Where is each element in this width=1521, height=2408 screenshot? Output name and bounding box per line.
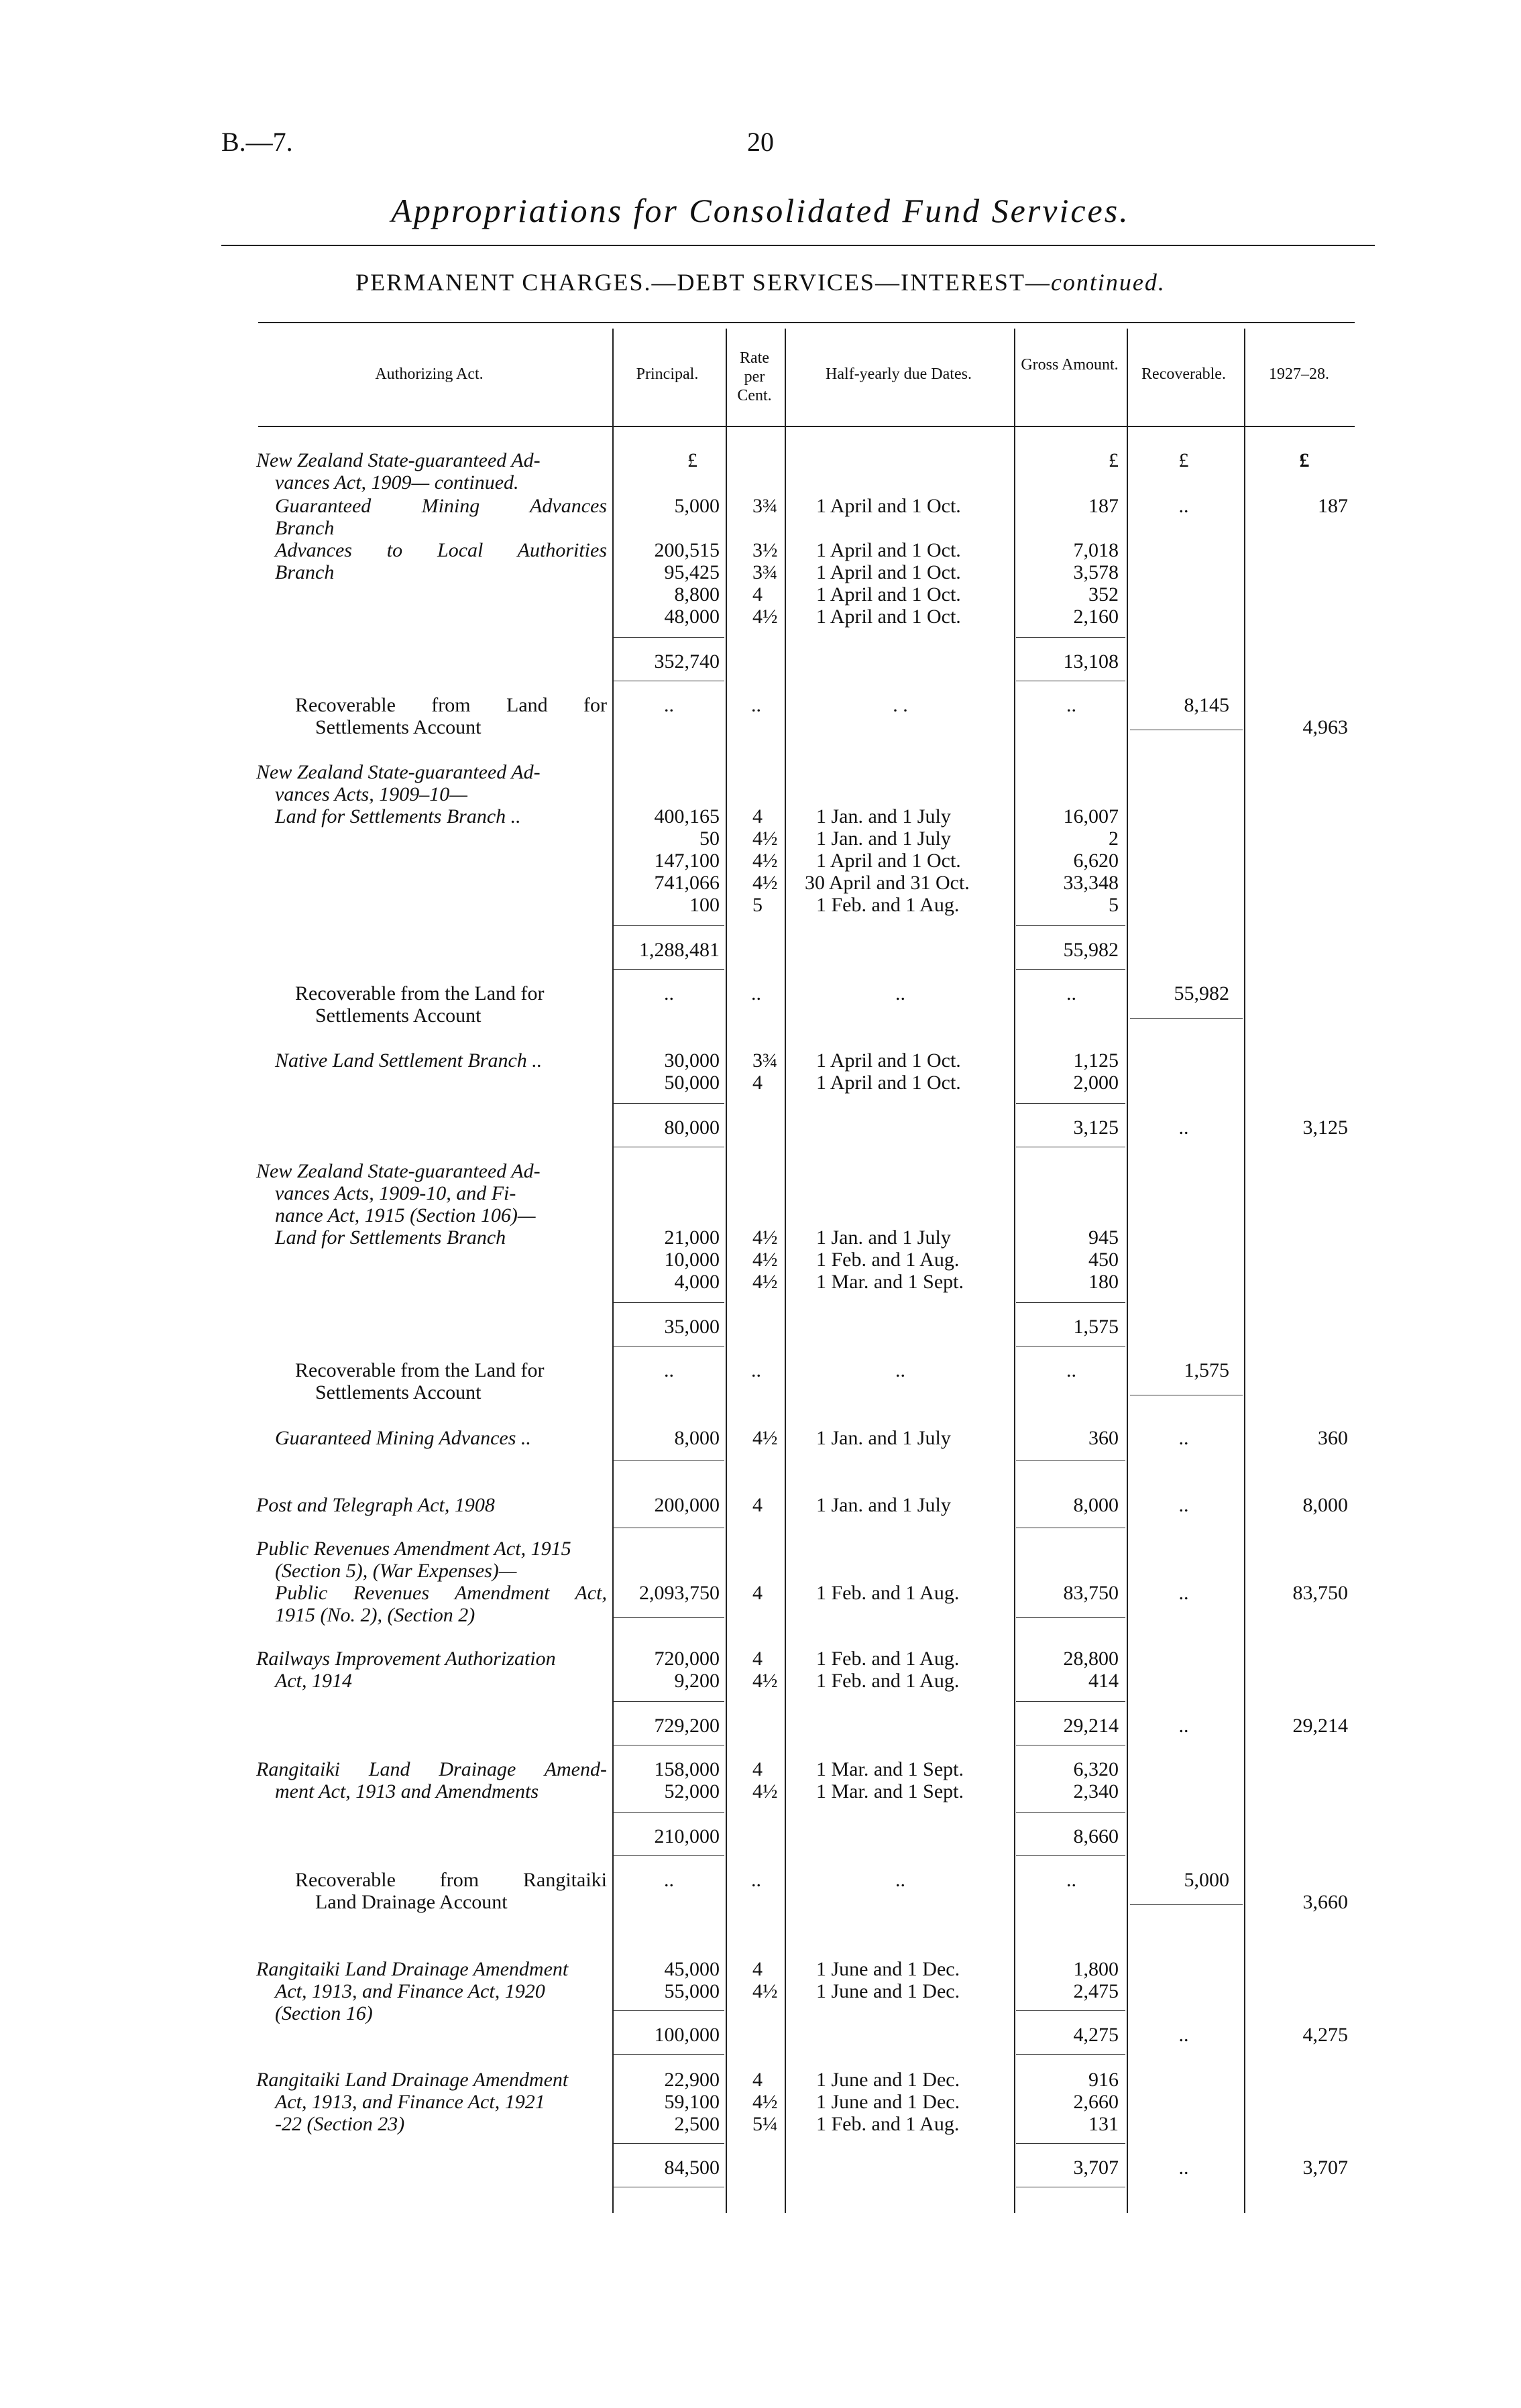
col-header-recoverable: Recoverable.: [1141, 365, 1226, 383]
rate-value: 3¾: [752, 495, 778, 517]
total-principal: 80,000: [664, 1116, 720, 1139]
due-dates: 1 Feb. and 1 Aug.: [816, 894, 960, 916]
col-header-act: Authorizing Act.: [375, 365, 484, 383]
branch-label: Branch: [275, 517, 335, 539]
rate-value: 4: [752, 2069, 763, 2091]
gross-value: 2,160: [1073, 606, 1119, 628]
gross-value: 1,800: [1073, 1958, 1119, 1980]
recoverable-label: Land Drainage Account: [315, 1891, 508, 1913]
rate-value: 4½: [752, 850, 778, 872]
subtotal-rule: [614, 1103, 724, 1104]
unit-principal: £: [687, 449, 697, 471]
subtotal-rule: [1016, 2010, 1125, 2011]
dots: ..: [895, 1869, 905, 1891]
total-principal: 100,000: [654, 2024, 720, 2046]
subtotal-rule: [614, 637, 724, 638]
rate-value: 4½: [752, 2091, 778, 2113]
recoverable-value: ..: [1178, 495, 1189, 517]
due-dates: 1 Jan. and 1 July: [816, 827, 951, 850]
net-amount: 3,125: [1302, 1116, 1348, 1139]
col-divider: [1014, 329, 1015, 2213]
recoverable-value: ..: [1178, 2024, 1189, 2046]
principal-value: 95,425: [664, 561, 720, 583]
total-principal: 210,000: [654, 1825, 720, 1847]
subtotal-rule: [1016, 637, 1125, 638]
net-amount: 4,275: [1302, 2024, 1348, 2046]
rate-value: 5¼: [752, 2113, 778, 2135]
total-gross: 13,108: [1063, 650, 1119, 673]
recoverable-label: Recoverable from the Land for: [295, 982, 545, 1005]
recoverable-value: ..: [1178, 2157, 1189, 2179]
act-title: New Zealand State-guaranteed Ad-: [256, 449, 541, 471]
recoverable-amount: 8,145: [1184, 694, 1229, 716]
gross-value: 916: [1088, 2069, 1119, 2091]
act-title: Rangitaiki Land Drainage Amendment: [256, 2069, 569, 2091]
subtotal-rule: [1016, 1855, 1125, 1856]
rate-value: 4: [752, 1958, 763, 1980]
act-title: vances Acts, 1909–10—: [275, 783, 467, 805]
gross-value: 1,125: [1073, 1049, 1119, 1072]
dots: ..: [664, 1869, 674, 1891]
act-title: (Section 5), (War Expenses)—: [275, 1560, 517, 1582]
subtotal-rule: [1016, 1302, 1125, 1303]
year-value: 8,000: [1302, 1494, 1348, 1516]
principal-value: 59,100: [664, 2091, 720, 2113]
subtotal-rule: [614, 1617, 724, 1618]
gross-value: 2,660: [1073, 2091, 1119, 2113]
total-gross: 29,214: [1063, 1715, 1119, 1737]
principal-value: 200,000: [654, 1494, 720, 1516]
principal-value: 720,000: [654, 1648, 720, 1670]
recoverable-value: ..: [1178, 1427, 1189, 1449]
unit-recoverable: £: [1178, 449, 1189, 471]
gross-value: 187: [1088, 495, 1119, 517]
due-dates: 1 April and 1 Oct.: [816, 1049, 961, 1072]
due-dates: 1 Jan. and 1 July: [816, 1427, 951, 1449]
gross-value: 2: [1109, 827, 1119, 850]
rate-value: 4: [752, 1648, 763, 1670]
principal-value: 5,000: [674, 495, 720, 517]
recoverable-label: Settlements Account: [315, 1005, 482, 1027]
subtotal-rule: [614, 1812, 724, 1813]
subtotal-rule: [1016, 1701, 1125, 1702]
due-dates: 1 April and 1 Oct.: [816, 1072, 961, 1094]
act-title: Act, 1913, and Finance Act, 1920: [275, 1980, 545, 2002]
due-dates: 1 Mar. and 1 Sept.: [816, 1271, 964, 1293]
gross-value: 28,800: [1063, 1648, 1119, 1670]
branch-label: Advances to Local Authorities: [275, 539, 607, 561]
act-title: New Zealand State-guaranteed Ad-: [256, 761, 541, 783]
col-divider: [726, 329, 727, 2213]
dots: ..: [1066, 694, 1076, 716]
due-dates: 1 Jan. and 1 July: [816, 805, 951, 827]
rate-value: 4½: [752, 1980, 778, 2002]
due-dates: 1 Feb. and 1 Aug.: [816, 1648, 960, 1670]
rate-value: 4½: [752, 872, 778, 894]
principal-value: 50: [699, 827, 720, 850]
dots: ..: [895, 982, 905, 1005]
table-top-rule: [258, 322, 1355, 323]
due-dates: 1 June and 1 Dec.: [816, 2069, 960, 2091]
subtotal-rule: [614, 2010, 724, 2011]
total-principal: 35,000: [664, 1316, 720, 1338]
dots: ..: [751, 1359, 761, 1381]
col-header-principal: Principal.: [636, 365, 699, 383]
gross-value: 33,348: [1063, 872, 1119, 894]
gross-value: 16,007: [1063, 805, 1119, 827]
subtotal-rule: [1016, 1103, 1125, 1104]
year-value: 187: [1318, 495, 1348, 517]
dots: ..: [1066, 1869, 1076, 1891]
total-gross: 1,575: [1073, 1316, 1119, 1338]
subtotal-rule: [614, 1460, 724, 1461]
gross-value: 180: [1088, 1271, 1119, 1293]
subtotal-rule: [1130, 1904, 1243, 1905]
dots: ..: [1066, 982, 1076, 1005]
gross-value: 5: [1109, 894, 1119, 916]
recoverable-label: Recoverable from Rangitaiki: [295, 1869, 607, 1891]
gross-value: 6,320: [1073, 1758, 1119, 1780]
dots: ..: [664, 1359, 674, 1381]
principal-value: 55,000: [664, 1980, 720, 2002]
col-divider: [1244, 329, 1245, 2213]
subtotal-rule: [614, 2054, 724, 2055]
gross-value: 2,000: [1073, 1072, 1119, 1094]
dots: ..: [664, 694, 674, 716]
principal-value: 30,000: [664, 1049, 720, 1072]
principal-value: 2,093,750: [639, 1582, 720, 1604]
branch-label: Guaranteed Mining Advances: [275, 495, 607, 517]
principal-value: 21,000: [664, 1226, 720, 1249]
subtotal-rule: [614, 969, 724, 970]
principal-value: 22,900: [664, 2069, 720, 2091]
act-title: Public Revenues Amendment Act, 1915: [256, 1538, 571, 1560]
act-title: Act, 1914: [275, 1670, 352, 1692]
rate-value: 3¾: [752, 1049, 778, 1072]
total-gross: 3,707: [1073, 2157, 1119, 2179]
dots: ..: [1066, 1359, 1076, 1381]
rate-value: 4½: [752, 827, 778, 850]
subtotal-rule: [1016, 1617, 1125, 1618]
principal-value: 4,000: [674, 1271, 720, 1293]
due-dates: 1 April and 1 Oct.: [816, 583, 961, 606]
total-gross: 55,982: [1063, 939, 1119, 961]
act-title: Guaranteed Mining Advances ..: [275, 1427, 531, 1449]
principal-value: 400,165: [654, 805, 720, 827]
unit-year: £: [1299, 449, 1310, 471]
col-divider: [785, 329, 786, 2213]
due-dates: 1 Feb. and 1 Aug.: [816, 1582, 960, 1604]
act-title: New Zealand State-guaranteed Ad-: [256, 1160, 541, 1182]
principal-value: 50,000: [664, 1072, 720, 1094]
col-header-gross: Gross Amount.: [1021, 356, 1119, 374]
title-rule: [221, 245, 1375, 246]
due-dates: 1 June and 1 Dec.: [816, 2091, 960, 2113]
due-dates: 1 Feb. and 1 Aug.: [816, 1670, 960, 1692]
due-dates: 1 Feb. and 1 Aug.: [816, 1249, 960, 1271]
net-amount: 4,963: [1302, 716, 1348, 738]
total-principal: 729,200: [654, 1715, 720, 1737]
year-value: 83,750: [1292, 1582, 1348, 1604]
recoverable-amount: 5,000: [1184, 1869, 1229, 1891]
gross-value: 83,750: [1063, 1582, 1119, 1604]
subtotal-rule: [614, 1855, 724, 1856]
rate-value: 4½: [752, 1249, 778, 1271]
principal-value: 147,100: [654, 850, 720, 872]
subtotal-rule: [1016, 2143, 1125, 2144]
unit-gross: £: [1109, 449, 1119, 471]
rate-value: 3½: [752, 539, 778, 561]
recoverable-value: ..: [1178, 1715, 1189, 1737]
subtotal-rule: [614, 2143, 724, 2144]
act-title: vances Acts, 1909-10, and Fi-: [275, 1182, 516, 1204]
act-title: Land for Settlements Branch: [275, 1226, 506, 1249]
total-principal: 1,288,481: [639, 939, 720, 961]
year-value: 360: [1318, 1427, 1348, 1449]
section-subtitle: PERMANENT CHARGES.—DEBT SERVICES—INTEREST—continued.: [355, 269, 1166, 296]
total-gross: 8,660: [1073, 1825, 1119, 1847]
act-title: Act, 1913, and Finance Act, 1921: [275, 2091, 545, 2113]
rate-value: 4½: [752, 606, 778, 628]
gross-value: 2,340: [1073, 1780, 1119, 1802]
rate-value: 4: [752, 1494, 763, 1516]
due-dates: 30 April and 31 Oct.: [805, 872, 970, 894]
gross-value: 6,620: [1073, 850, 1119, 872]
due-dates: 1 April and 1 Oct.: [816, 850, 961, 872]
dots: ..: [751, 694, 761, 716]
net-amount: 3,707: [1302, 2157, 1348, 2179]
gross-value: 8,000: [1073, 1494, 1119, 1516]
act-title: 1915 (No. 2), (Section 2): [275, 1604, 475, 1626]
rate-value: 4: [752, 1758, 763, 1780]
due-dates: 1 Jan. and 1 July: [816, 1494, 951, 1516]
recoverable-amount: 55,982: [1174, 982, 1229, 1005]
act-title: ment Act, 1913 and Amendments: [275, 1780, 539, 1802]
act-title: Public Revenues Amendment Act,: [275, 1582, 607, 1604]
subtotal-rule: [1016, 2054, 1125, 2055]
act-title: Post and Telegraph Act, 1908: [256, 1494, 495, 1516]
due-dates: 1 April and 1 Oct.: [816, 495, 961, 517]
rate-value: 4½: [752, 1427, 778, 1449]
col-divider: [1127, 329, 1128, 2213]
act-title: Land for Settlements Branch ..: [275, 805, 521, 827]
act-title: nance Act, 1915 (Section 106)—: [275, 1204, 536, 1226]
due-dates: 1 April and 1 Oct.: [816, 606, 961, 628]
principal-value: 2,500: [674, 2113, 720, 2135]
rate-value: 5: [752, 894, 763, 916]
subtotal-rule: [1016, 969, 1125, 970]
principal-value: 200,515: [654, 539, 720, 561]
principal-value: 10,000: [664, 1249, 720, 1271]
dots: ..: [895, 1359, 905, 1381]
act-title: -22 (Section 23): [275, 2113, 405, 2135]
principal-value: 9,200: [674, 1670, 720, 1692]
gross-value: 450: [1088, 1249, 1119, 1271]
total-gross: 4,275: [1073, 2024, 1119, 2046]
gross-value: 945: [1088, 1226, 1119, 1249]
subtotal-rule: [614, 1302, 724, 1303]
gross-value: 2,475: [1073, 1980, 1119, 2002]
recoverable-value: ..: [1178, 1582, 1189, 1604]
recoverable-value: ..: [1178, 1116, 1189, 1139]
recoverable-label: Settlements Account: [315, 1381, 482, 1403]
subtotal-rule: [1130, 1018, 1243, 1019]
page-number: 20: [747, 127, 774, 157]
act-title: vances Act, 1909— continued.: [275, 471, 519, 494]
principal-value: 8,800: [674, 583, 720, 606]
rate-value: 4½: [752, 1226, 778, 1249]
col-header-year: 1927–28.: [1269, 365, 1329, 383]
total-principal: 84,500: [664, 2157, 720, 2179]
rate-value: 4½: [752, 1271, 778, 1293]
principal-value: 48,000: [664, 606, 720, 628]
total-principal: 352,740: [654, 650, 720, 673]
subtotal-rule: [1016, 1812, 1125, 1813]
due-dates: 1 Feb. and 1 Aug.: [816, 2113, 960, 2135]
rate-value: 4: [752, 1072, 763, 1094]
subtotal-rule: [614, 925, 724, 926]
principal-value: 158,000: [654, 1758, 720, 1780]
dots: ..: [664, 982, 674, 1005]
col-header-rate: Rate per Cent.: [737, 349, 772, 404]
recoverable-label: Settlements Account: [315, 716, 482, 738]
page-reference: B.—7.: [221, 127, 293, 157]
principal-value: 52,000: [664, 1780, 720, 1802]
act-title: Rangitaiki Land Drainage Amendment: [256, 1958, 569, 1980]
recoverable-label: Recoverable from Land for: [295, 694, 607, 716]
rate-value: 4½: [752, 1670, 778, 1692]
net-amount: 29,214: [1292, 1715, 1348, 1737]
rate-value: 4: [752, 583, 763, 606]
gross-value: 360: [1088, 1427, 1119, 1449]
rate-value: 4: [752, 805, 763, 827]
page-title: Appropriations for Consolidated Fund Services.: [391, 192, 1130, 229]
act-title: Native Land Settlement Branch ..: [275, 1049, 543, 1072]
branch-label: Branch: [275, 561, 335, 583]
subtotal-rule: [1016, 1460, 1125, 1461]
dots: . .: [893, 694, 908, 716]
rate-value: 4: [752, 1582, 763, 1604]
due-dates: 1 Mar. and 1 Sept.: [816, 1780, 964, 1802]
recoverable-value: ..: [1178, 1494, 1189, 1516]
act-title: (Section 16): [275, 2002, 373, 2024]
due-dates: 1 April and 1 Oct.: [816, 561, 961, 583]
recoverable-label: Recoverable from the Land for: [295, 1359, 545, 1381]
gross-value: 131: [1088, 2113, 1119, 2135]
gross-value: 3,578: [1073, 561, 1119, 583]
principal-value: 45,000: [664, 1958, 720, 1980]
gross-value: 414: [1088, 1670, 1119, 1692]
principal-value: 741,066: [654, 872, 720, 894]
total-gross: 3,125: [1073, 1116, 1119, 1139]
dots: ..: [751, 1869, 761, 1891]
subtotal-rule: [1016, 925, 1125, 926]
gross-value: 7,018: [1073, 539, 1119, 561]
header-bottom-rule: [258, 426, 1355, 427]
gross-value: 352: [1088, 583, 1119, 606]
dots: ..: [751, 982, 761, 1005]
recoverable-amount: 1,575: [1184, 1359, 1229, 1381]
rate-value: 4½: [752, 1780, 778, 1802]
due-dates: 1 Mar. and 1 Sept.: [816, 1758, 964, 1780]
subtotal-rule: [614, 1701, 724, 1702]
principal-value: 100: [689, 894, 720, 916]
act-title: Rangitaiki Land Drainage Amend-: [256, 1758, 607, 1780]
col-header-dates: Half-yearly due Dates.: [826, 365, 972, 383]
net-amount: 3,660: [1302, 1891, 1348, 1913]
due-dates: 1 June and 1 Dec.: [816, 1958, 960, 1980]
rate-value: 3¾: [752, 561, 778, 583]
act-title: Railways Improvement Authorization: [256, 1648, 556, 1670]
due-dates: 1 April and 1 Oct.: [816, 539, 961, 561]
due-dates: 1 Jan. and 1 July: [816, 1226, 951, 1249]
due-dates: 1 June and 1 Dec.: [816, 1980, 960, 2002]
principal-value: 8,000: [674, 1427, 720, 1449]
